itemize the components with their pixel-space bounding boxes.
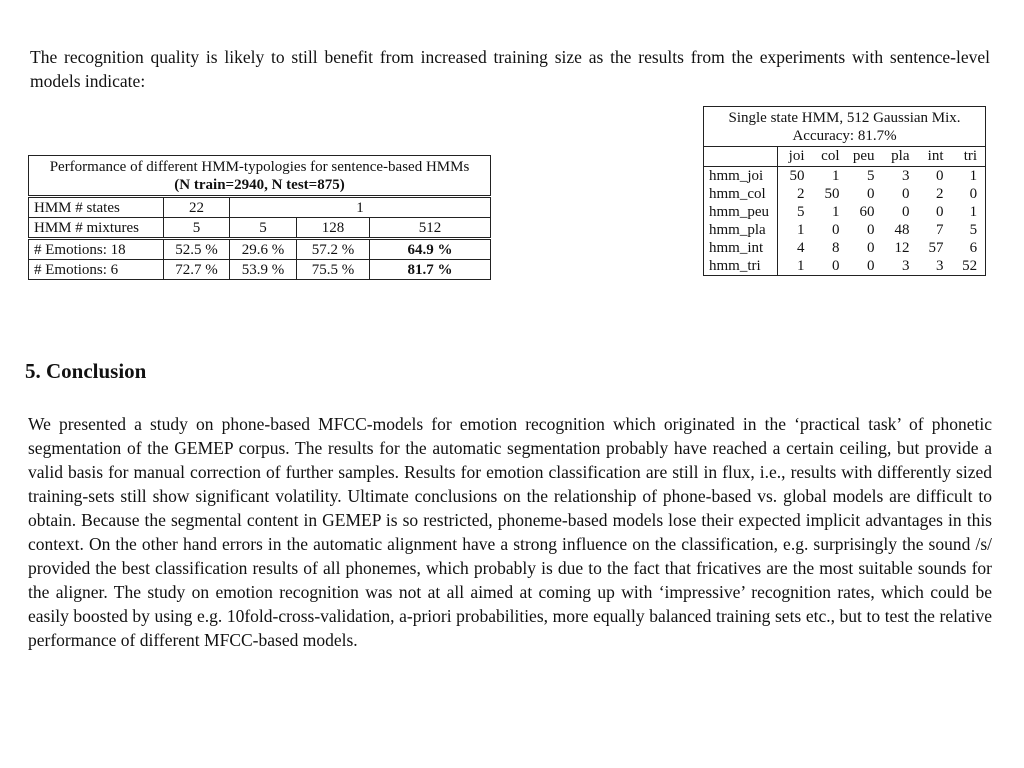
row-label: hmm_tri bbox=[704, 257, 778, 276]
row-label: # Emotions: 18 bbox=[29, 239, 164, 260]
table-cell: 0 bbox=[832, 221, 840, 238]
column-header: peu bbox=[848, 147, 883, 167]
table-cell: 48 bbox=[894, 221, 910, 238]
table-cell: 512 bbox=[370, 218, 491, 239]
table-cell: 1 bbox=[797, 257, 805, 274]
row-label: hmm_joi bbox=[704, 167, 778, 186]
table-row-states bbox=[29, 197, 491, 218]
table-cell: 128 bbox=[297, 218, 370, 239]
table-row-emotions-6 bbox=[29, 260, 491, 280]
conclusion-paragraph: We presented a study on phone-based MFCC-models for emotion recognition which originated in the ‘practical task’ of phonetic segmentation of the GEMEP corpus. The results for the automatic segmentation probably have reached a certain ceiling, but provide a valid basis for manual correction of further samples. Results for emotion classification are still in flux, i.e., results with differently sized training-sets still show significant volatility. Ultimate conclusions on the relationship of phone-based vs. global models are difficult to obtain. Because the segmental content in GEMEP is so restricted, phoneme-based models lose their expected implicit advantages in this context. On the other hand errors in the automatic alignment have a strong influence on the classification, e.g. surprisingly the sound /s/ provided the best classification results of all phonemes, which probably is due to the fact that fricatives are the most suitable sounds for the aligner. The study on emotion recognition was not at all aimed at coming up with ‘impressive’ recognition rates, which could be easily boosted by using e.g. 10fold-cross-validation, a-priori probabilities, more equally balanced training sets etc., but to test the relative performance of different MFCC-based models. bbox=[28, 413, 992, 650]
table-cell: 0 bbox=[902, 185, 910, 202]
table-cell: 1 bbox=[969, 167, 978, 184]
table-cell: 60 bbox=[859, 203, 875, 220]
table-cell: 7 bbox=[936, 221, 944, 238]
table-row-mixtures bbox=[29, 218, 491, 239]
table-cell: 0 bbox=[936, 203, 944, 220]
table-cell: 0 bbox=[867, 185, 875, 202]
table-cell: 5 bbox=[867, 167, 875, 184]
table-cell: 12 bbox=[894, 239, 910, 256]
table-row bbox=[704, 257, 986, 276]
row-label: HMM # states bbox=[29, 197, 164, 218]
performance-table-title: Performance of different HMM-typologies for sentence-based HMMs bbox=[49, 158, 470, 175]
table-cell: 1 bbox=[969, 203, 978, 220]
table-cell: 50 bbox=[824, 185, 840, 202]
table-cell: 53.9 % bbox=[230, 260, 297, 280]
table-cell: 52 bbox=[962, 257, 978, 274]
table-cell: 22 bbox=[164, 197, 230, 218]
row-label: hmm_col bbox=[704, 185, 778, 203]
table-cell: 0 bbox=[867, 257, 875, 274]
table-cell: 3 bbox=[902, 257, 910, 274]
table-row bbox=[704, 221, 986, 239]
table-cell-best: 64.9 % bbox=[370, 239, 491, 260]
confusion-table-title: Single state HMM, 512 Gaussian Mix. bbox=[728, 109, 961, 126]
performance-table-subtitle: (N train=2940, N test=875) bbox=[174, 176, 345, 193]
table-cell: 1 bbox=[832, 203, 840, 220]
row-label: hmm_pla bbox=[704, 221, 778, 239]
table-cell: 0 bbox=[867, 239, 875, 256]
table-row-emotions-18 bbox=[29, 239, 491, 260]
table-cell: 6 bbox=[969, 239, 978, 256]
table-row bbox=[704, 239, 986, 257]
table-cell: 0 bbox=[969, 185, 978, 202]
table-cell: 57.2 % bbox=[297, 239, 370, 260]
column-header: joi bbox=[778, 147, 813, 167]
row-label: hmm_peu bbox=[704, 203, 778, 221]
performance-table-title-row bbox=[29, 156, 491, 197]
confusion-matrix-table bbox=[703, 106, 986, 276]
conclusion-heading: 5. Conclusion bbox=[25, 359, 147, 384]
table-cell: 57 bbox=[928, 239, 944, 256]
corner-cell bbox=[704, 147, 778, 167]
table-cell: 3 bbox=[902, 167, 910, 184]
table-cell-best: 81.7 % bbox=[370, 260, 491, 280]
table-cell: 2 bbox=[797, 185, 805, 202]
table-cell: 0 bbox=[936, 167, 944, 184]
performance-table bbox=[28, 155, 491, 280]
performance-table-title-cell bbox=[29, 156, 491, 197]
table-cell: 5 bbox=[230, 218, 297, 239]
table-cell: 50 bbox=[789, 167, 805, 184]
table-cell: 0 bbox=[867, 221, 875, 238]
table-cell: 5 bbox=[797, 203, 805, 220]
table-cell: 1 bbox=[832, 167, 840, 184]
table-cell: 72.7 % bbox=[164, 260, 230, 280]
column-header: tri bbox=[952, 147, 986, 167]
table-cell: 3 bbox=[936, 257, 944, 274]
column-header: col bbox=[813, 147, 848, 167]
confusion-table-title-cell bbox=[704, 107, 986, 147]
table-cell: 29.6 % bbox=[230, 239, 297, 260]
table-row bbox=[704, 203, 986, 221]
table-cell: 75.5 % bbox=[297, 260, 370, 280]
table-cell: 1 bbox=[797, 221, 805, 238]
table-cell: 5 bbox=[969, 221, 978, 238]
table-cell: 0 bbox=[902, 203, 910, 220]
table-row bbox=[704, 167, 986, 186]
table-cell: 5 bbox=[164, 218, 230, 239]
table-cell: 1 bbox=[230, 197, 491, 218]
row-label: hmm_int bbox=[704, 239, 778, 257]
table-cell: 2 bbox=[936, 185, 944, 202]
column-header: pla bbox=[883, 147, 918, 167]
table-row bbox=[704, 185, 986, 203]
confusion-table-subtitle: Accuracy: 81.7% bbox=[792, 127, 897, 144]
intro-paragraph: The recognition quality is likely to still benefit from increased training size as the results from the experiments with sentence-level models indicate: bbox=[30, 46, 990, 91]
table-cell: 0 bbox=[832, 257, 840, 274]
row-label: # Emotions: 6 bbox=[29, 260, 164, 280]
table-cell: 4 bbox=[797, 239, 805, 256]
confusion-table-header-row bbox=[704, 147, 986, 167]
column-header: int bbox=[918, 147, 952, 167]
row-label: HMM # mixtures bbox=[29, 218, 164, 239]
table-cell: 8 bbox=[832, 239, 840, 256]
confusion-table-title-row bbox=[704, 107, 986, 147]
table-cell: 52.5 % bbox=[164, 239, 230, 260]
